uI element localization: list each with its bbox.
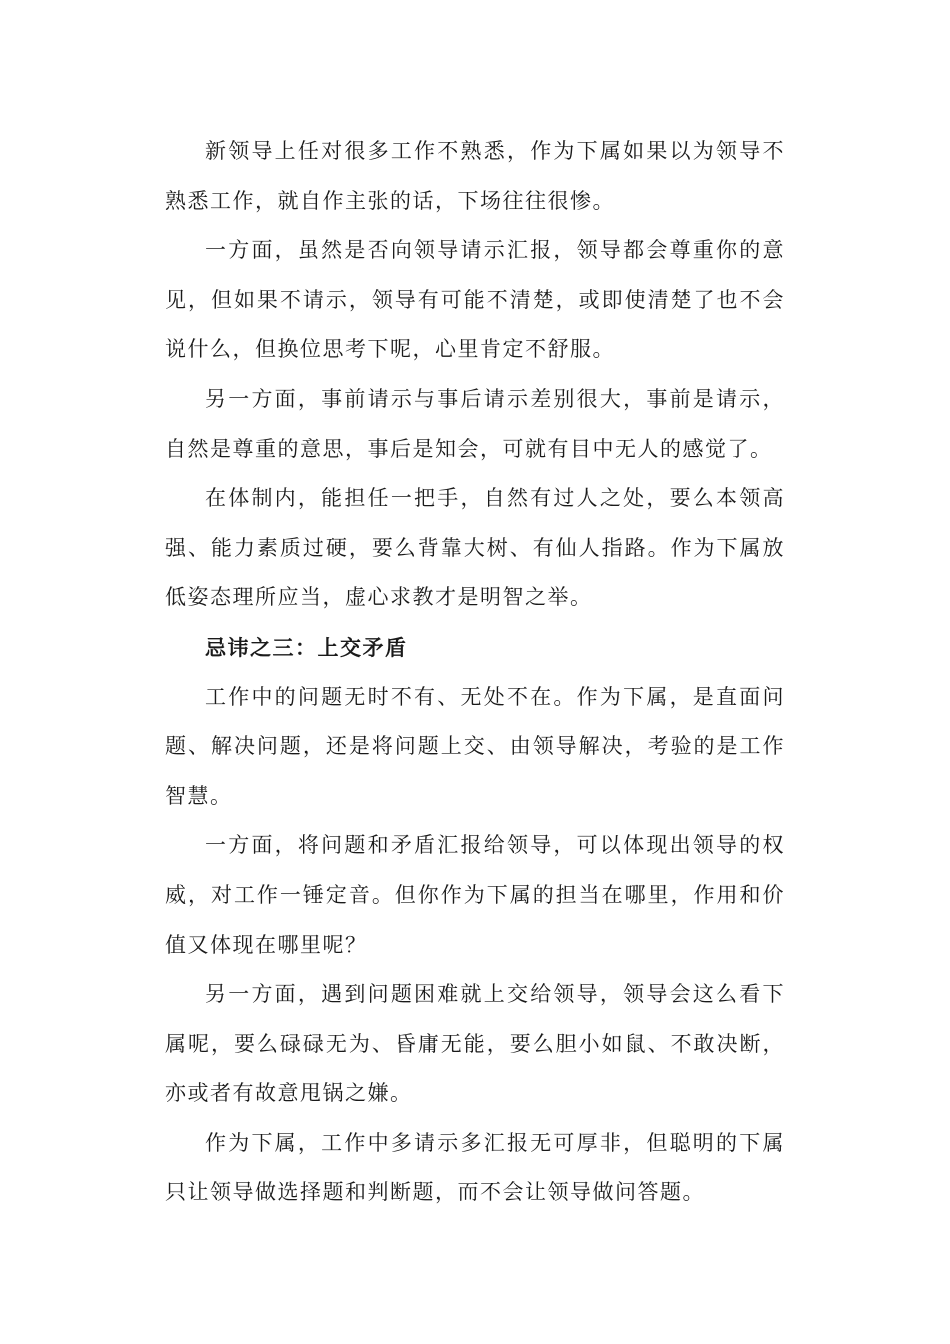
heading-text: 忌讳之三：上交矛盾 — [205, 634, 408, 660]
text-line: 智慧。 — [165, 783, 233, 808]
text-line: 属呢，要么碌碌无为、昏庸无能，要么胆小如鼠、不敢决断， — [165, 1031, 785, 1056]
paragraph — [165, 970, 785, 1119]
text-line: 一方面，虽然是否向领导请示汇报，领导都会尊重你的意 — [205, 238, 785, 263]
text-line: 另一方面，事前请示与事后请示差别很大，事前是请示， — [205, 386, 785, 411]
section-heading — [165, 623, 785, 673]
text-line: 强、能力素质过硬，要么背靠大树、有仙人指路。作为下属放 — [165, 535, 785, 560]
text-line: 自然是尊重的意思，事后是知会，可就有目中无人的感觉了。 — [165, 436, 773, 461]
text-line: 熟悉工作，就自作主张的话，下场往往很惨。 — [165, 188, 615, 213]
paragraph — [165, 821, 785, 970]
text-line: 说什么，但换位思考下呢，心里肯定不舒服。 — [165, 337, 615, 362]
paragraph — [165, 375, 785, 474]
text-line: 亦或者有故意甩锅之嫌。 — [165, 1081, 413, 1106]
paragraph — [165, 673, 785, 822]
text-line: 威，对工作一锤定音。但你作为下属的担当在哪里，作用和价 — [165, 882, 785, 907]
text-line: 工作中的问题无时不有、无处不在。作为下属，是直面问 — [205, 684, 785, 709]
text-line: 见，但如果不请示，领导有可能不清楚，或即使清楚了也不会 — [165, 287, 785, 312]
text-line: 新领导上任对很多工作不熟悉，作为下属如果以为领导不 — [205, 139, 785, 163]
text-line: 题、解决问题，还是将问题上交、由领导解决，考验的是工作 — [165, 734, 785, 759]
text-line: 只让领导做选择题和判断题，而不会让领导做问答题。 — [165, 1180, 705, 1205]
text-line: 在体制内，能担任一把手，自然有过人之处，要么本领高 — [205, 486, 785, 511]
text-line: 另一方面，遇到问题困难就上交给领导，领导会这么看下 — [205, 982, 785, 1007]
paragraph — [165, 127, 785, 226]
text-line: 作为下属，工作中多请示多汇报无可厚非，但聪明的下属 — [205, 1130, 785, 1155]
paragraph — [165, 226, 785, 375]
text-line: 低姿态理所应当，虚心求教才是明智之举。 — [165, 585, 593, 610]
text-line: 值又体现在哪里呢？ — [165, 932, 368, 957]
paragraph — [165, 474, 785, 623]
document-body — [165, 127, 785, 1218]
text-line: 一方面，将问题和矛盾汇报给领导，可以体现出领导的权 — [205, 833, 785, 858]
paragraph — [165, 1119, 785, 1218]
